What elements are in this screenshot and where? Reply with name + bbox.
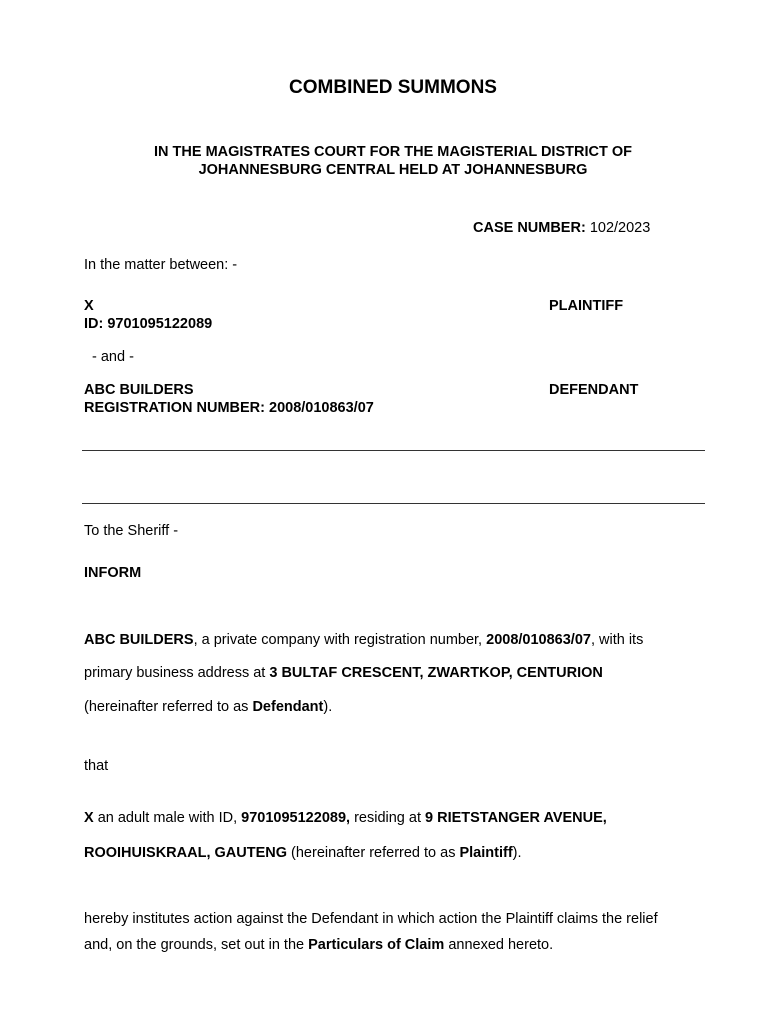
inform-heading: INFORM	[84, 565, 142, 581]
para2-text-2: residing at	[350, 810, 426, 826]
court-heading	[0, 143, 768, 179]
para1-text-1: , a private company with registration number,	[193, 632, 487, 648]
para1-line2-text: primary business address at	[84, 665, 270, 681]
defendant-paragraph-line-1	[84, 632, 643, 648]
para3-text-2: annexed hereto.	[444, 937, 554, 953]
defendant-name-inline: ABC BUILDERS	[84, 632, 194, 648]
case-number	[473, 220, 650, 236]
defendant-word: Defendant	[252, 699, 324, 715]
defendant-role: DEFENDANT	[549, 382, 639, 398]
case-number-value: 102/2023	[589, 220, 651, 236]
plaintiff-address-part-2: ROOIHUISKRAAL, GAUTENG	[84, 845, 287, 861]
and-separator: - and -	[92, 349, 134, 365]
document-title: COMBINED SUMMONS	[289, 77, 497, 98]
para1-line3-text-2: ).	[323, 699, 333, 715]
defendant-name: ABC BUILDERS	[84, 382, 194, 398]
court-heading-line-2: JOHANNESBURG CENTRAL HELD AT JOHANNESBURG	[198, 162, 588, 178]
defendant-registration: REGISTRATION NUMBER: 2008/010863/07	[84, 400, 374, 416]
particulars-of-claim: Particulars of Claim	[308, 937, 445, 953]
matter-intro: In the matter between: -	[84, 257, 238, 273]
action-paragraph-line-2	[84, 937, 553, 953]
para1-line3-text-1: (hereinafter referred to as	[84, 699, 253, 715]
para1-text-2: , with its	[590, 632, 644, 648]
plaintiff-id-inline: 9701095122089,	[241, 810, 351, 826]
to-sheriff: To the Sheriff -	[84, 523, 179, 539]
defendant-address: 3 BULTAF CRESCENT, ZWARTKOP, CENTURION	[269, 665, 603, 681]
plaintiff-paragraph-line-1	[84, 810, 664, 826]
divider-top	[82, 450, 705, 451]
action-paragraph-line-1: hereby institutes action against the Defendant in which action the Plaintiff claims the relief	[84, 911, 658, 927]
plaintiff-paragraph-line-2	[84, 845, 522, 861]
plaintiff-address-part-1: 9 RIETSTANGER AVENUE,	[425, 810, 607, 826]
para2-text-4: ).	[512, 845, 522, 861]
that-text: that	[84, 758, 109, 774]
defendant-paragraph-line-3	[84, 699, 332, 715]
plaintiff-id: ID: 9701095122089	[84, 316, 213, 332]
plaintiff-role: PLAINTIFF	[549, 298, 624, 314]
plaintiff-name-inline: X	[84, 810, 94, 826]
para2-text-3: (hereinafter referred to as	[287, 845, 460, 861]
divider-bottom	[82, 503, 705, 504]
plaintiff-word: Plaintiff	[459, 845, 513, 861]
court-heading-line-1: IN THE MAGISTRATES COURT FOR THE MAGISTERIAL DISTRICT OF	[154, 144, 632, 160]
case-number-label: CASE NUMBER:	[473, 220, 586, 236]
para2-text-1: an adult male with ID,	[93, 810, 242, 826]
para3-text-1: and, on the grounds, set out in the	[84, 937, 309, 953]
registration-number-inline: 2008/010863/07	[486, 632, 591, 648]
defendant-paragraph-line-2	[84, 665, 603, 681]
plaintiff-name: X	[84, 298, 94, 314]
